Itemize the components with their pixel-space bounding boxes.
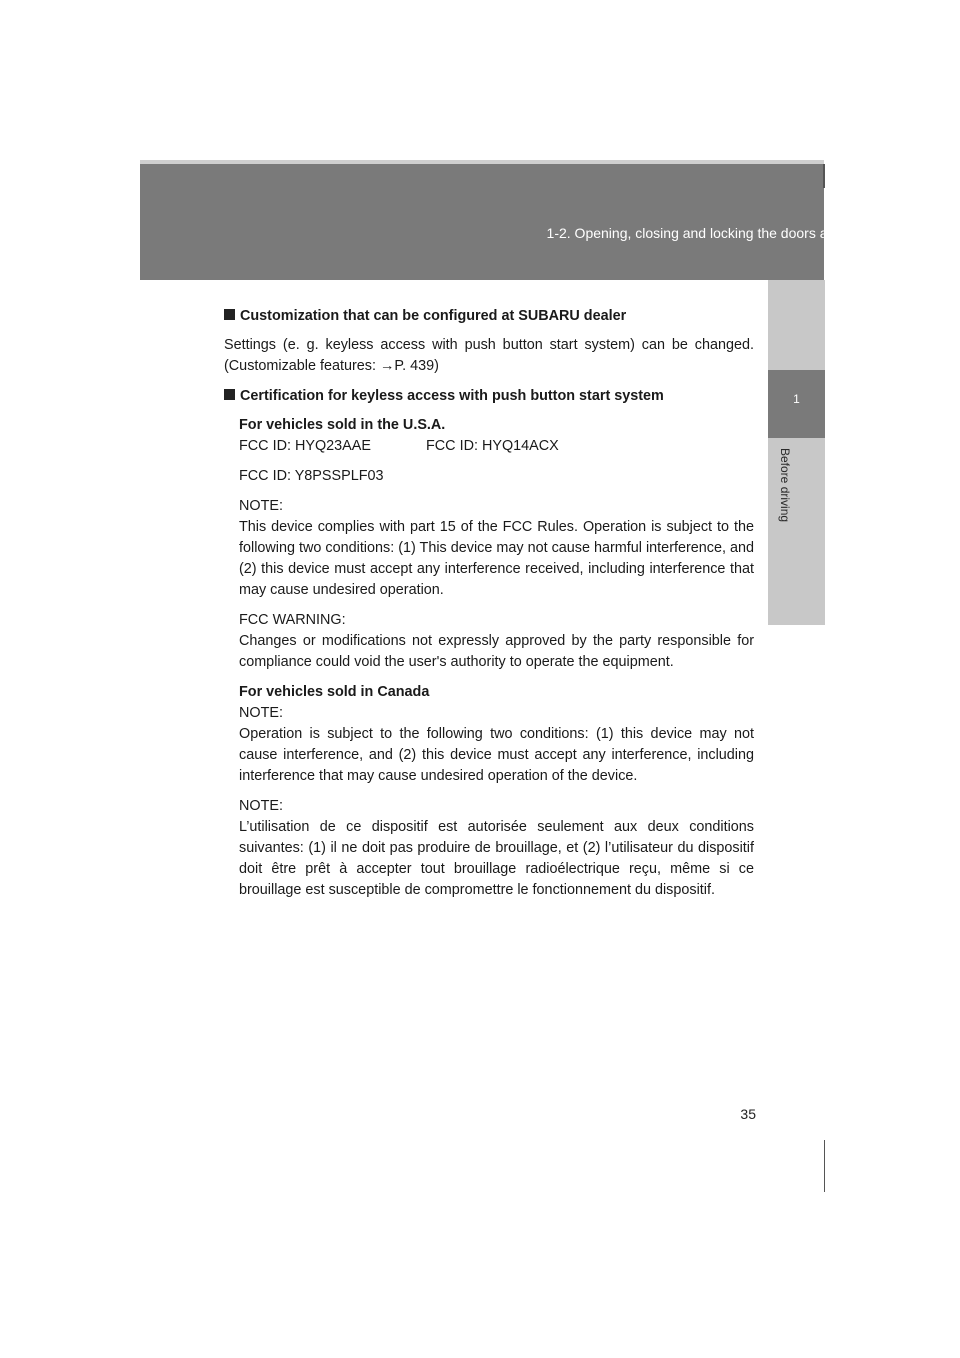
note-text-3: L’utilisation de ce dispositif est autorisée seulement aux deux conditions suivantes: (1) il ne doit pas produire de brouillage, et (2) l’utilisateur du dispositif doit être prêt à accepter tout brouillage radioélectrique reçu, même si ce brouillage est susceptible de compromettre le fonctionnement du dispositif. — [239, 819, 754, 898]
square-bullet-icon — [224, 389, 235, 400]
side-tab — [768, 280, 825, 625]
fcc-id-row — [239, 436, 754, 457]
section-title: 1-2. Opening, closing and locking the doors and trunk lid — [546, 225, 896, 241]
usa-title: For vehicles sold in the U.S.A. — [239, 417, 446, 433]
fcc-id-2: FCC ID: HYQ14ACX — [426, 438, 559, 454]
note-label-3: NOTE: — [239, 798, 283, 814]
footer-line — [824, 1140, 825, 1192]
canada-title: For vehicles sold in Canada — [239, 684, 430, 700]
page-number: 35 — [740, 1106, 756, 1122]
chapter-label: Before driving — [778, 448, 792, 523]
corner-tick — [823, 164, 825, 188]
note-label-1: NOTE: — [239, 498, 283, 514]
square-bullet-icon — [224, 309, 235, 320]
heading-certification-text: Certification for keyless access with push button start system — [240, 388, 664, 404]
fcc-id-3: FCC ID: Y8PSSPLF03 — [239, 468, 384, 484]
note-text-1: This device complies with part 15 of the FCC Rules. Operation is subject to the following two conditions: (1) This device may not cause harmful interference, and (2) this device must accept any interference received, including interference that may cause undesired operation. — [239, 519, 754, 598]
warning-text: Changes or modifications not expressly approved by the party responsible for compliance could void the user's authority to operate the equipment. — [239, 633, 754, 670]
warning-label: FCC WARNING: — [239, 612, 346, 628]
certification-body — [239, 415, 754, 901]
fcc-id-1: FCC ID: HYQ23AAE — [239, 438, 371, 454]
chapter-number: 1 — [793, 392, 800, 406]
note-text-2: Operation is subject to the following two conditions: (1) this device may not cause interference, and (2) this device must accept any interference, including interference that may cause undesired operation of the device. — [239, 726, 754, 784]
heading-customization — [224, 306, 754, 327]
page-content — [224, 306, 754, 910]
heading-customization-text: Customization that can be configured at SUBARU dealer — [240, 308, 627, 324]
customization-body: Settings (e. g. keyless access with push button start system) can be changed. (Customizable features: →P. 439) — [224, 337, 754, 374]
note-label-2: NOTE: — [239, 705, 283, 721]
header-band — [140, 164, 824, 280]
heading-certification — [224, 386, 754, 407]
